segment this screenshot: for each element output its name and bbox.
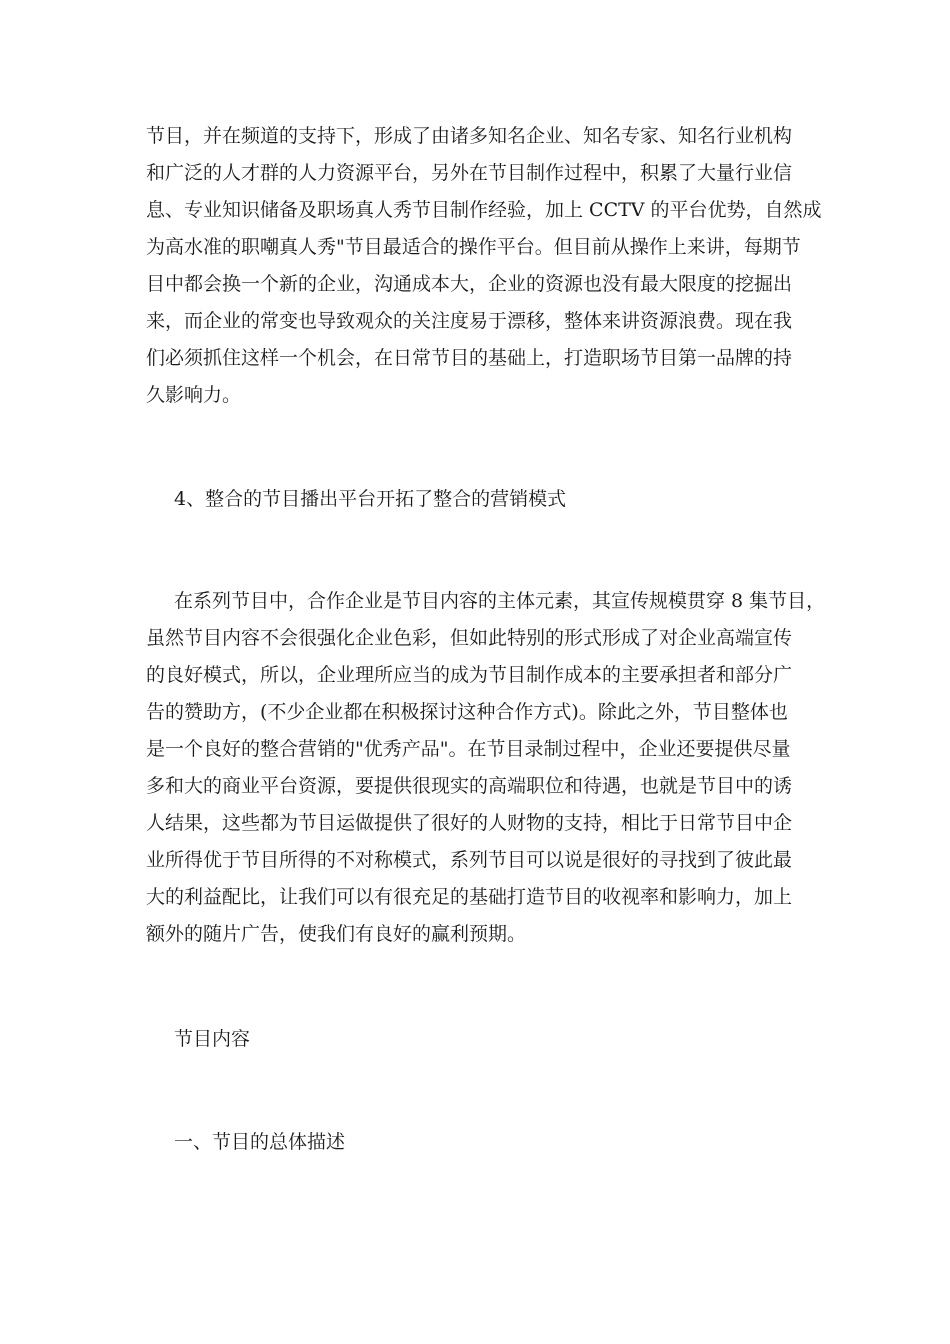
paragraph-2-line-7: 人结果，这些都为节目运做提供了很好的人财物的支持，相比于日常节目中企: [146, 812, 793, 834]
paragraph-1-line-7: 们必须抓住这样一个机会，在日常节目的基础上，打造职场节目第一品牌的持: [146, 347, 793, 369]
paragraph-2-line-2: 虽然节目内容不会很强化企业色彩，但如此特别的形式形成了对企业高端宣传: [146, 627, 793, 649]
paragraph-1-line-3: 息、专业知识储备及职场真人秀节目制作经验，加上 CCTV 的平台优势，自然成: [146, 199, 822, 221]
section-heading-content: 节目内容: [174, 1028, 251, 1050]
paragraph-2-line-1: 在系列节目中，合作企业是节目内容的主体元素，其宣传规模贯穿 8 集节目，: [174, 590, 826, 612]
paragraph-1-line-2: 和广泛的人才群的人力资源平台，另外在节目制作过程中，积累了大量行业信: [146, 162, 793, 184]
paragraph-1-line-4: 为高水准的职嘲真人秀"节目最适合的操作平台。但目前从操作上来讲，每期节: [146, 236, 801, 258]
section-heading-overview: 一、节目的总体描述: [174, 1131, 346, 1153]
paragraph-2-line-5: 是一个良好的整合营销的"优秀产品"。在节目录制过程中，企业还要提供尽量: [146, 738, 791, 760]
paragraph-2-line-6: 多和大的商业平台资源，要提供很现实的高端职位和待遇，也就是节目中的诱: [146, 775, 793, 797]
paragraph-2-line-8: 业所得优于节目所得的不对称模式，系列节目可以说是很好的寻找到了彼此最: [146, 849, 793, 871]
paragraph-2-line-9: 大的利益配比，让我们可以有很充足的基础打造节目的收视率和影响力，加上: [146, 886, 793, 908]
paragraph-1-line-5: 目中都会换一个新的企业，沟通成本大，企业的资源也没有最大限度的挖掘出: [146, 273, 793, 295]
paragraph-2-line-3: 的良好模式，所以，企业理所应当的成为节目制作成本的主要承担者和部分广: [146, 664, 793, 686]
paragraph-1-line-8: 久影响力。: [146, 384, 242, 406]
paragraph-1-line-1: 节目，并在频道的支持下，形成了由诸多知名企业、知名专家、知名行业机构: [146, 125, 793, 147]
paragraph-2-line-4: 告的赞助方，(不少企业都在积极探讨这种合作方式)。除此之外，节目整体也: [146, 701, 788, 723]
paragraph-2-line-10: 额外的随片广告，使我们有良好的赢利预期。: [146, 923, 527, 945]
paragraph-1-line-6: 来，而企业的常变也导致观众的关注度易于漂移，整体来讲资源浪费。现在我: [146, 310, 793, 332]
section-heading-4: 4、整合的节目播出平台开拓了整合的营销模式: [174, 488, 567, 510]
